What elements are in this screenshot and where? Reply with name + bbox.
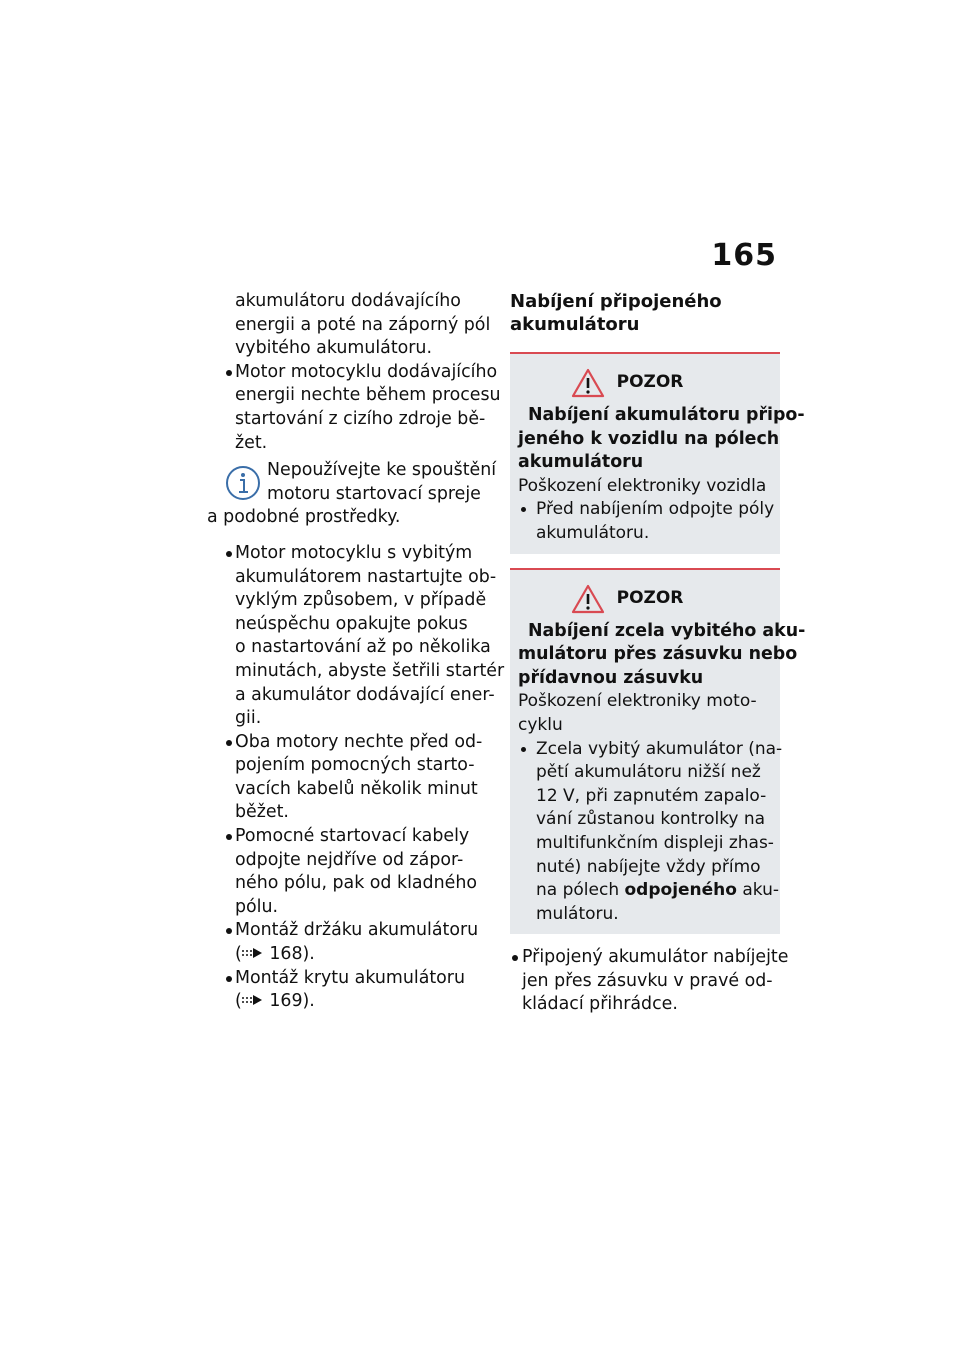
text-line: žet. [235,432,268,453]
warning-triangle-icon [571,368,605,398]
text-line: o nastartování až po několika [235,637,491,658]
warning-box [510,568,806,935]
bullet-icon [521,747,526,752]
text-line: a akumulátor dodávající ener- [235,684,495,705]
bullet-icon [226,370,232,376]
warning-subject [518,404,805,475]
text-line: vacích kabelů několik minut [235,778,478,799]
paren: ( [235,991,242,1012]
text-line: energii nechte během procesu [235,385,501,406]
text-line: odpojte nejdříve od zápor- [235,849,464,870]
text-line: Motor motocyklu dodávajícího [235,361,498,382]
text-fragment: na pólech [536,880,625,901]
bullet-item [207,542,505,731]
text-line: neúspěchu opakujte pokus [235,613,468,634]
text-line: akumulátorem nastartujte ob- [235,566,497,587]
intro-text [207,290,491,361]
bullet-icon [226,928,232,934]
bullet-item [207,825,491,919]
bullet-item [207,731,491,825]
page-number: 165 [711,238,777,273]
warning-measure [518,738,783,927]
text-line: Nabíjení zcela vybitého aku- [528,620,806,641]
text-line: přídavnou zásuvku [518,667,704,688]
warning-box [510,352,805,554]
text-line: mulátoru přes zásuvku nebo [518,644,798,665]
text-line: Před nabíjením odpojte póly [536,499,775,520]
bullet-item [207,361,501,455]
right-column [510,290,806,1017]
warning-triangle-icon [571,584,605,614]
text-line: akumulátoru. [536,522,650,543]
warning-consequence: Poškození elektroniky vozidla [518,475,767,496]
text-line: nuté) nabíjejte vždy přímo [536,856,761,877]
bullet-icon [521,507,526,512]
text-line: mulátoru. [536,903,619,924]
text-line: běžet. [235,802,289,823]
text-line: Připojený akumulátor nabíjejte [522,947,789,968]
page-reference[interactable] [235,943,491,967]
text-line: Nepoužívejte ke spouštění [267,460,497,481]
bullet-item [207,967,491,1014]
warning-consequence [518,690,776,737]
text-line: Oba motory nechte před od- [235,731,483,752]
heading-line: Nabíjení připojeného [510,291,722,312]
page-reference[interactable] [235,990,491,1014]
text-line: 12 V, při zapnutém zapalo- [536,785,767,806]
bullet-icon [512,955,518,961]
bullet-icon [226,834,232,840]
text-line: Poškození elektroniky moto- [518,691,757,712]
warning-measure [518,498,776,545]
text-line: akumulátoru dodávajícího [235,291,461,311]
warning-header [518,368,776,398]
bullet-icon [226,740,232,746]
text-line: ného pólu, pak od kladného [235,873,477,894]
warning-subject [518,620,806,691]
text-line: multifunkčním displeji zhas- [536,832,774,853]
text-line: Montáž krytu akumulátoru [235,967,465,988]
text-line: vybitého akumulátoru. [235,338,432,359]
text-line: Zcela vybitý akumulátor (na- [536,738,783,759]
page-reference-number: 168). [269,944,315,965]
bullet-item [207,919,491,966]
text-line: minutách, abyste šetřili startér [235,660,505,681]
page-reference-number: 169). [269,991,315,1012]
text-line: gii. [235,708,262,729]
warning-title: POZOR [616,372,684,393]
text-line: cyklu [518,714,563,735]
text-line: Montáž držáku akumulátoru [235,920,479,941]
bullet-icon [226,976,232,982]
arrow-reference-icon [242,946,264,960]
paren: ( [235,944,242,965]
section-heading [510,290,780,336]
text-line: jeného k vozidlu na pólech [518,428,780,449]
text-line: jen přes zásuvku v pravé od- [522,970,773,991]
heading-line: akumulátoru [510,314,640,335]
bullet-item [510,946,789,1017]
warning-header [518,584,776,614]
text-line: energii a poté na záporný pól [235,314,491,335]
text-fragment: aku- [736,880,780,901]
text-line: akumulátoru [518,452,644,473]
text-line: pólu. [235,896,279,917]
text-line: startování z cizího zdroje bě- [235,408,486,429]
text-line: vání zůstanou kontrolky na [536,809,766,830]
arrow-reference-icon [242,993,264,1007]
text-line: Nabíjení akumulátoru připo- [528,405,805,425]
text-line: a podobné prostředky. [207,507,401,528]
text-line: Pomocné startovací kabely [235,826,470,847]
left-column [207,290,505,1014]
info-note [207,459,497,530]
text-line: pojením pomocných starto- [235,755,475,776]
warning-title: POZOR [616,587,684,608]
info-icon [225,465,261,501]
text-line [536,879,780,903]
emphasis-text: odpojeného [624,880,737,901]
text-line: kládací přihrádce. [522,994,678,1015]
bullet-icon [226,551,232,557]
text-line: Motor motocyklu s vybitým [235,542,473,563]
text-line: vyklým způsobem, v případě [235,590,487,611]
text-line: motoru startovací spreje [267,483,481,504]
text-line: pětí akumulátoru nižší než [536,762,761,783]
